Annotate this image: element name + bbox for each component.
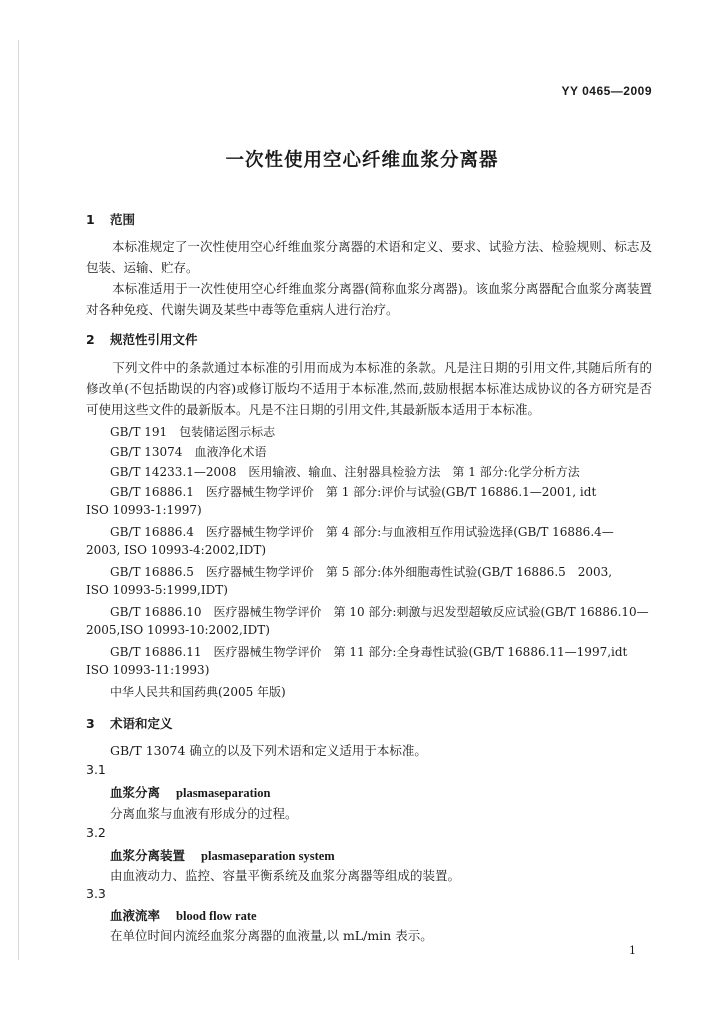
document-title: 一次性使用空心纤维血浆分离器 (225, 150, 499, 171)
paragraph-text: 本标准规定了一次性使用空心纤维血浆分离器的术语和定义、要求、试验方法、检验规则、标志及包装、运输、贮存。 (86, 239, 652, 275)
reference-item: GB/T 13074 血液净化术语 (110, 445, 267, 459)
term-chinese: 血液流率 (110, 908, 161, 923)
term-definition: 由血液动力、监控、容量平衡系统及血浆分离器等组成的装置。 (110, 868, 461, 883)
term-number: 3.1 (86, 762, 106, 777)
reference-item: GB/T 14233.1—2008 医用输液、输血、注射器具检验方法 第 1 部分:化学分析方法 (110, 465, 580, 479)
term-definition: 分离血浆与血液有形成分的过程。 (110, 806, 298, 821)
reference-item-continued: ISO 10993-1:1997) (86, 503, 202, 517)
term-chinese: 血浆分离装置 (110, 848, 186, 863)
section-1-paragraph-1 (86, 236, 652, 278)
reference-item: GB/T 191 包装储运图示标志 (110, 425, 276, 439)
section-1-paragraph-2 (86, 278, 652, 320)
section-1-heading (86, 210, 135, 228)
reference-item: GB/T 16886.5 医疗器械生物学评价 第 5 部分:体外细胞毒性试验(GB/T 16886.5 2003, (110, 565, 613, 579)
page-number: 1 (629, 944, 636, 957)
paragraph-text: 本标准适用于一次性使用空心纤维血浆分离器(简称血浆分离器)。该血浆分离器配合血浆分离装置对各种免疫、代谢失调及某些中毒等危重病人进行治疗。 (86, 281, 652, 317)
reference-item: GB/T 16886.1 医疗器械生物学评价 第 1 部分:评价与试验(GB/T 16886.1—2001, idt (110, 485, 597, 499)
term-definition: 在单位时间内流经血浆分离器的血液量,以 mL/min 表示。 (110, 928, 433, 943)
section-3-paragraph-1: GB/T 13074 确立的以及下列术语和定义适用于本标准。 (110, 743, 427, 758)
section-title: 术语和定义 (110, 716, 173, 731)
reference-item: GB/T 16886.10 医疗器械生物学评价 第 10 部分:刺激与迟发型超敏反应试验(GB/T 16886.10— (110, 605, 649, 619)
paragraph-text: 下列文件中的条款通过本标准的引用而成为本标准的条款。凡是注日期的引用文件,其随后所有的修改单(不包括勘误的内容)或修订版均不适用于本标准,然而,鼓励根据本标准达成协议的各方研究是否可使用这些文件的最新版本。凡是不注日期的引用文件,其最新版本适用于本标准。 (86, 360, 652, 417)
term-english: plasmaseparation (176, 786, 271, 800)
reference-item-continued: 2005,ISO 10993-10:2002,IDT) (86, 623, 270, 637)
section-number: 2 (86, 332, 95, 347)
section-3-heading (86, 714, 173, 732)
term-heading (110, 846, 335, 864)
reference-item: GB/T 16886.4 医疗器械生物学评价 第 4 部分:与血液相互作用试验选择(GB/T 16886.4— (110, 525, 614, 539)
term-english: plasmaseparation system (201, 849, 335, 863)
term-chinese: 血浆分离 (110, 785, 161, 800)
standard-code: YY 0465—2009 (561, 84, 652, 98)
term-heading (110, 783, 270, 801)
reference-item-continued: ISO 10993-5:1999,IDT) (86, 583, 228, 597)
term-english: blood flow rate (176, 909, 257, 923)
section-2-paragraph-1 (86, 357, 652, 420)
section-2-heading (86, 330, 198, 348)
section-title: 范围 (110, 212, 136, 227)
section-number: 1 (86, 212, 95, 227)
reference-item-continued: ISO 10993-11:1993) (86, 663, 210, 677)
term-number: 3.2 (86, 825, 106, 840)
scan-margin-mark (18, 40, 19, 960)
section-number: 3 (86, 716, 95, 731)
term-number: 3.3 (86, 886, 106, 901)
reference-item: GB/T 16886.11 医疗器械生物学评价 第 11 部分:全身毒性试验(GB/T 16886.11—1997,idt (110, 645, 628, 659)
term-heading (110, 906, 257, 924)
reference-item: 中华人民共和国药典(2005 年版) (110, 685, 286, 699)
reference-item-continued: 2003, ISO 10993-4:2002,IDT) (86, 543, 267, 557)
section-title: 规范性引用文件 (110, 332, 198, 347)
